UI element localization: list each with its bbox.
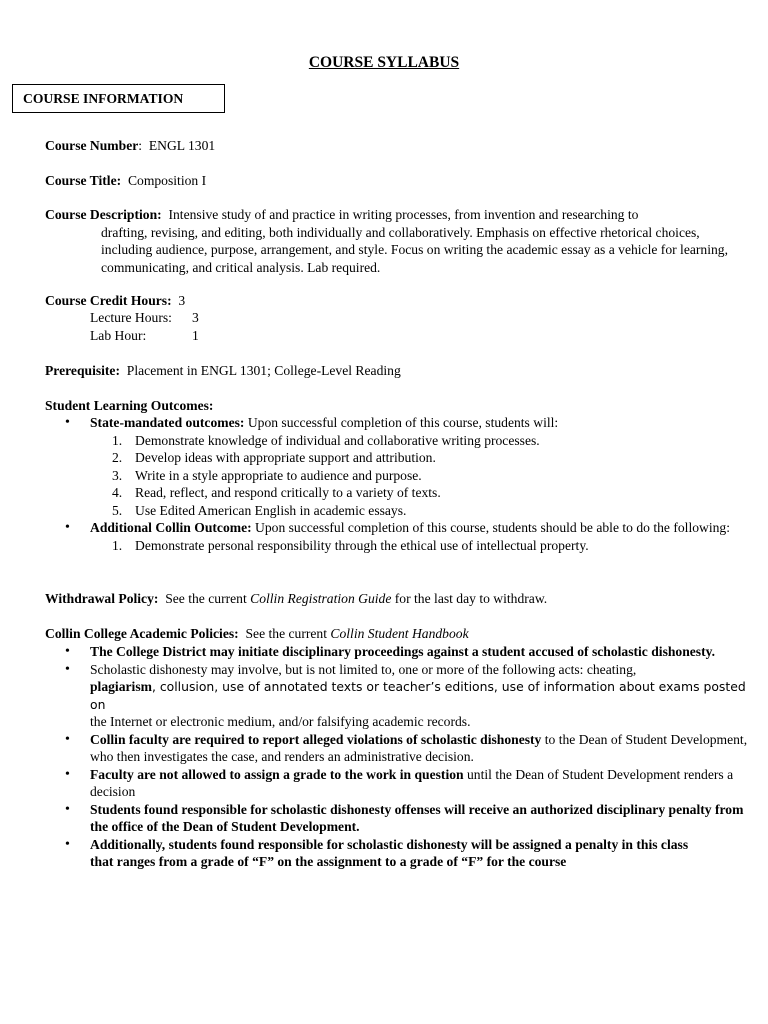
policy-item: [45, 643, 760, 661]
policy-text: the Internet or electronic medium, and/or falsifying academic records.: [90, 714, 471, 729]
course-description-rest: drafting, revising, and editing, both individually and collaboratively. Emphasis on effective rhetorical choices, including audience, purpose, arrangement, and style. Focus on writing the academic essay as a vehicle for learning, communicating, and critical analysis. Lab required.: [101, 224, 728, 275]
policy-bold-text: Faculty are not allowed to assign a grade to the work in question: [90, 766, 464, 782]
item-number: 2.: [112, 450, 123, 465]
state-outcomes-numbered-list: [90, 432, 760, 520]
collin-outcome-numbered-list: [90, 537, 760, 555]
academic-policies-label: Collin College Academic Policies:: [45, 626, 239, 641]
credit-hours-value: 3: [178, 293, 186, 308]
state-outcomes-text: Upon successful completion of this course, students will:: [247, 415, 559, 430]
policy-item: [45, 801, 760, 836]
bullet: •: [65, 766, 70, 782]
course-number-line: Course Number: ENGL 1301: [45, 138, 216, 153]
lab-hours-line: [90, 327, 199, 345]
item-number: 3.: [112, 467, 123, 483]
list-item: [90, 537, 760, 555]
policy-sans-text: , collusion, use of annotated texts or teacher’s editions, use of information about exams posted on: [90, 679, 746, 712]
item-number: 1.: [112, 537, 123, 553]
item-text: Write in a style appropriate to audience and purpose.: [135, 467, 422, 483]
withdrawal-label: Withdrawal Policy:: [45, 591, 159, 606]
course-title-line: [45, 172, 206, 190]
academic-policies-pre: See the current: [245, 626, 327, 641]
bullet: •: [65, 731, 70, 747]
policy-text: Additionally, students found responsible for scholastic dishonesty will be assigned a penalty in this class: [90, 836, 689, 852]
policy-bold-text: plagiarism: [90, 679, 152, 694]
item-text: Demonstrate personal responsibility through the ethical use of intellectual property.: [135, 537, 589, 553]
outcomes-heading: Student Learning Outcomes:: [45, 398, 214, 413]
section-heading-box: COURSE INFORMATION: [12, 84, 225, 113]
collin-outcome-label: Additional Collin Outcome:: [90, 520, 252, 535]
lecture-hours-value: 3: [192, 310, 199, 325]
list-item: [90, 467, 760, 485]
item-text: Use Edited American English in academic essays.: [135, 502, 407, 518]
bullet: •: [65, 661, 70, 677]
collin-outcome-text: Upon successful completion of this course, students should be able to do the following:: [255, 520, 730, 535]
policy-bold-text: Collin faculty are required to report alleged violations of scholastic dishonesty: [90, 731, 542, 747]
list-item: [90, 432, 760, 450]
bullet: •: [65, 836, 70, 852]
bullet: •: [65, 415, 70, 430]
prerequisite-label: Prerequisite:: [45, 363, 120, 378]
withdrawal-policy-line: [45, 590, 547, 608]
list-item: [90, 449, 760, 467]
state-outcomes-item: [45, 414, 760, 519]
course-description-label: Course Description:: [45, 207, 162, 222]
outcomes-list: [45, 414, 760, 554]
policy-text: until the Dean of Student Development renders a decision: [90, 766, 734, 799]
policy-item: [45, 766, 760, 801]
item-text: Develop ideas with appropriate support and attribution.: [135, 450, 436, 465]
withdrawal-post: for the last day to withdraw.: [394, 591, 548, 606]
lecture-hours-label: Lecture Hours:: [90, 310, 172, 325]
academic-policies-line: [45, 625, 469, 643]
course-title-value: Composition I: [127, 173, 207, 188]
credit-hours-line: [45, 292, 185, 310]
item-number: 5.: [112, 502, 123, 518]
item-text: Demonstrate knowledge of individual and collaborative writing processes.: [135, 432, 540, 448]
student-handbook-title: Collin Student Handbook: [330, 626, 469, 641]
policy-text: Scholastic dishonesty may involve, but is not limited to, one or more of the following acts: cheating,: [90, 661, 637, 677]
credit-hours-label: Course Credit Hours:: [45, 293, 172, 308]
item-number: 4.: [112, 485, 123, 500]
lab-hours-label: Lab Hour:: [90, 328, 147, 343]
bullet: •: [65, 520, 70, 535]
prerequisite-line: [45, 362, 401, 380]
item-text: Read, reflect, and respond critically to a variety of texts.: [135, 485, 441, 500]
prerequisite-value: Placement in ENGL 1301; College-Level Reading: [126, 363, 401, 378]
state-outcomes-label: State-mandated outcomes:: [90, 415, 245, 430]
item-number: 1.: [112, 432, 123, 448]
lecture-hours-line: [90, 309, 199, 327]
academic-policies-list: [45, 643, 760, 871]
list-item: [90, 502, 760, 520]
policy-text: The College District may initiate disciplinary proceedings against a student accused of scholastic dishonesty.: [90, 644, 716, 659]
bullet: •: [65, 801, 70, 817]
policy-item: [45, 836, 760, 871]
registration-guide-title: Collin Registration Guide: [250, 591, 392, 606]
policy-item: [45, 731, 760, 766]
course-number-value: ENGL 1301: [148, 138, 216, 153]
withdrawal-pre: See the current: [165, 591, 247, 606]
course-number-label: Course Number: [45, 138, 139, 153]
page-title: COURSE SYLLABUS: [308, 54, 460, 71]
lab-hours-value: 1: [192, 328, 199, 343]
course-description-line1: Intensive study of and practice in writing processes, from invention and researching to: [168, 207, 639, 222]
policy-text: that ranges from a grade of “F” on the assignment to a grade of “F” for the course: [90, 854, 567, 869]
list-item: [90, 484, 760, 502]
course-description: [45, 206, 735, 276]
course-title-label: Course Title:: [45, 173, 122, 188]
policy-text: to the Dean of Student Development, who then investigates the case, and renders an administrative decision.: [90, 731, 748, 764]
bullet: •: [65, 644, 70, 659]
collin-outcome-item: [45, 519, 760, 554]
policy-item: [45, 661, 760, 731]
policy-text: Students found responsible for scholastic dishonesty offenses will receive an authorized disciplinary penalty from the office of the Dean of Student Development.: [90, 801, 744, 834]
